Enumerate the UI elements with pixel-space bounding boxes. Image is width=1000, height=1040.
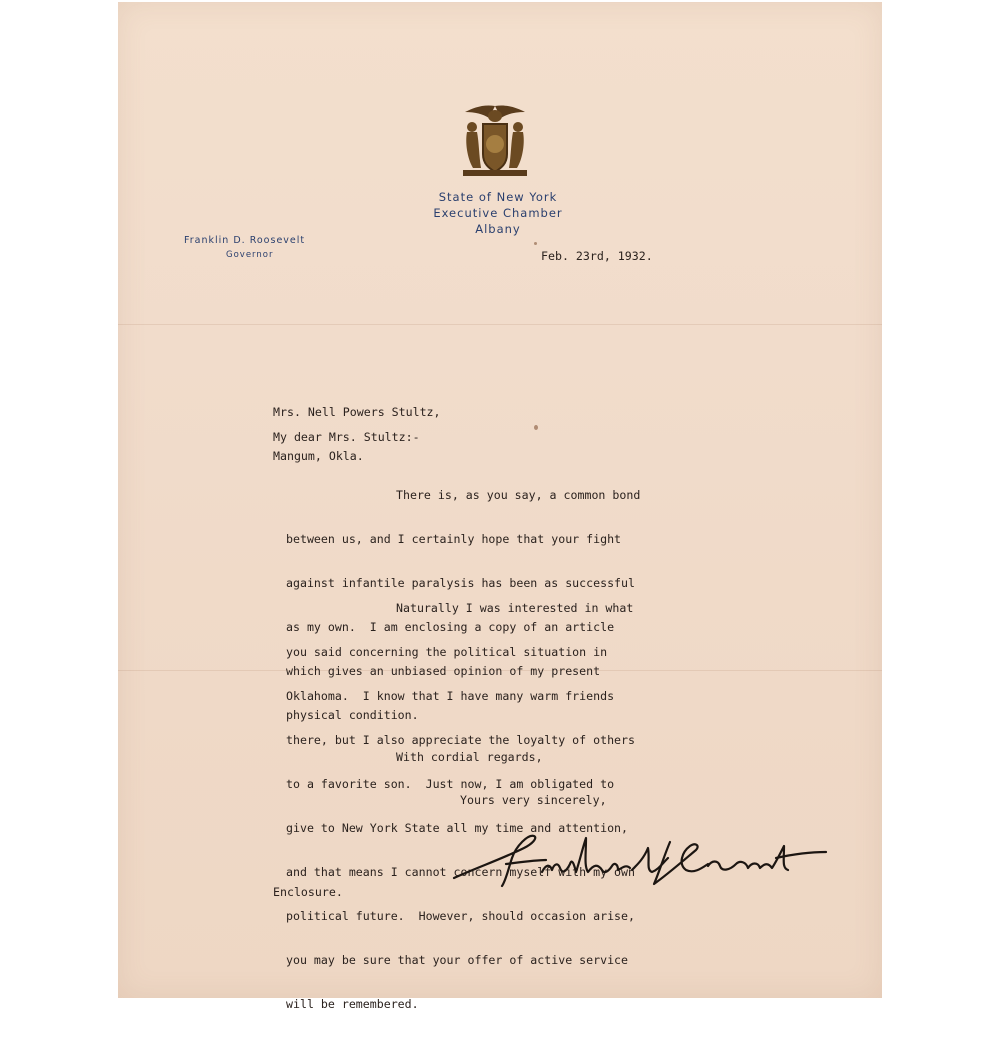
fold-line-upper xyxy=(118,324,882,325)
paragraph-line: there, but I also appreciate the loyalty of others xyxy=(286,733,636,747)
letterhead-city: Albany xyxy=(475,222,521,236)
paragraph-line: There is, as you say, a common bond xyxy=(396,488,641,502)
paragraph-line: will be remembered. xyxy=(286,997,419,1011)
enclosure-note: Enclosure. xyxy=(273,885,343,899)
recipient-line: Mangum, Okla. xyxy=(273,449,364,463)
paragraph-line: Oklahoma. I know that I have many warm friends xyxy=(286,689,615,703)
paper-blemish xyxy=(534,425,538,430)
paragraph-line: Naturally I was interested in what xyxy=(396,601,634,615)
letter-date: Feb. 23rd, 1932. xyxy=(541,249,653,263)
paragraph-line: physical condition. xyxy=(286,708,419,722)
regards: With cordial regards, xyxy=(396,750,543,764)
paragraph-line: give to New York State all my time and attention, xyxy=(286,821,629,835)
closing: Yours very sincerely, xyxy=(460,793,607,807)
salutation: My dear Mrs. Stultz:- xyxy=(273,430,420,444)
recipient-line: Mrs. Nell Powers Stultz, xyxy=(273,405,441,419)
letterhead-chamber: Executive Chamber xyxy=(433,206,563,220)
paragraph-line: you may be sure that your offer of active service xyxy=(286,953,629,967)
paragraph-line: political future. However, should occasion arise, xyxy=(286,909,636,923)
paragraph-line: between us, and I certainly hope that your fight xyxy=(286,532,622,546)
paper-blemish xyxy=(534,242,537,245)
paragraph-line: to a favorite son. Just now, I am obligated to xyxy=(286,777,615,791)
sender-title: Governor xyxy=(226,250,274,260)
paragraph-line: you said concerning the political situation in xyxy=(286,645,608,659)
letterhead-state: State of New York xyxy=(438,190,558,204)
signature-image xyxy=(446,824,832,894)
paragraph-line: against infantile paralysis has been as successful xyxy=(286,576,636,590)
letter-paper xyxy=(118,2,882,1011)
sender-name: Franklin D. Roosevelt xyxy=(184,235,306,246)
paragraph-line: which gives an unbiased opinion of my present xyxy=(286,664,601,678)
paragraph-line: and that means I cannot concern myself with my own xyxy=(286,865,636,879)
state-seal-icon xyxy=(453,102,537,180)
paragraph-line: as my own. I am enclosing a copy of an article xyxy=(286,620,615,634)
